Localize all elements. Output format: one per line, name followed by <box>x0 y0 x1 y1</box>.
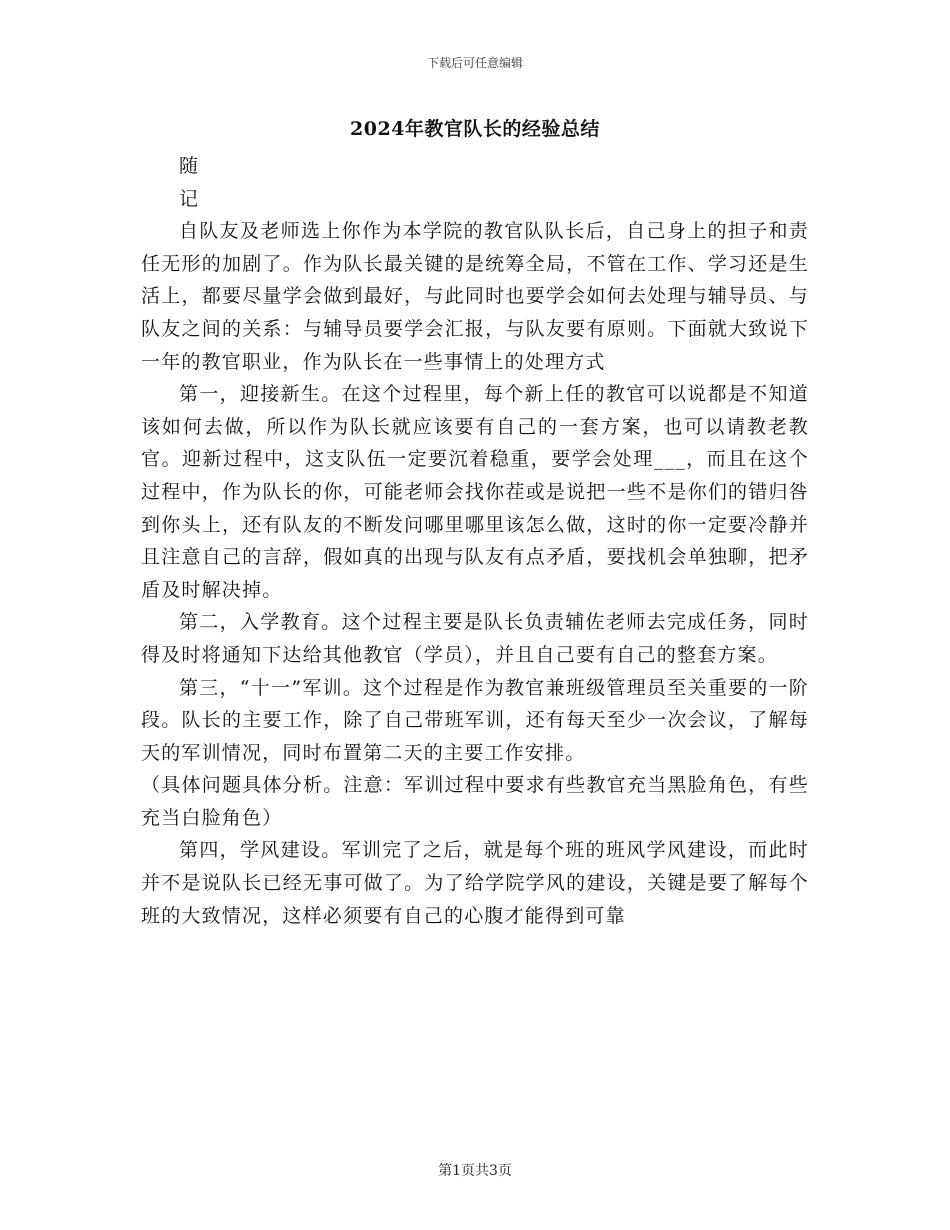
header-note: 下载后可任意编辑 <box>426 56 523 70</box>
paragraph-first: 第一，迎接新生。在这个过程里，每个新上任的教官可以说都是不知道该如何去做，所以作为队长就应该要有自己的一套方案，也可以请教老教官。迎新过程中，这支队伍一定要沉着稳重，要学会处理___，而且在这个过程中，作为队长的你，可能老师会找你茬或是说把一些不是你们的错归咎到你头上，还有队友的不断发问哪里哪里该怎么做，这时的你一定要冷静并且注意自己的言辞，假如真的出现与队友有点矛盾，要找机会单独聊，把矛盾及时解决掉。 <box>141 383 809 601</box>
paragraph-fourth: 第四，学风建设。军训完了之后，就是每个班的班风学风建设，而此时并不是说队长已经无事可做了。为了给学院学风的建设，关键是要了解每个班的大致情况，这样必须要有自己的心腹才能得到可靠 <box>141 839 809 927</box>
byline-char-1: 随 <box>179 155 200 177</box>
paragraph-second: 第二，入学教育。这个过程主要是队长负责辅佐老师去完成任务，同时得及时将通知下达给其他教官（学员），并且自己要有自己的整套方案。 <box>141 611 809 666</box>
paragraph-intro: 自队友及老师选上你作为本学院的教官队队长后，自己身上的担子和责任无形的加剧了。作为队长最关键的是统筹全局，不管在工作、学习还是生活上，都要尽量学会做到最好，与此同时也要学会如何去处理与辅导员、与队友之间的关系：与辅导员要学会汇报，与队友要有原则。下面就大致说下一年的教官职业，作为队长在一些事情上的处理方式 <box>141 220 809 373</box>
document-body <box>141 150 809 932</box>
paragraph-third: 第三，“十一”军训。这个过程是作为教官兼班级管理员至关重要的一阶段。队长的主要工作，除了自己带班军训，还有每天至少一次会议，了解每天的军训情况，同时布置第二天的主要工作安排。 <box>141 676 809 764</box>
paragraph-note: （具体问题具体分析。注意：军训过程中要求有些教官充当黑脸角色，有些充当白脸角色） <box>141 774 809 829</box>
byline-char-2: 记 <box>179 187 200 210</box>
document-title: 2024年教官队长的经验总结 <box>350 118 600 140</box>
page-footer: 第1页共3页 <box>438 1163 512 1179</box>
